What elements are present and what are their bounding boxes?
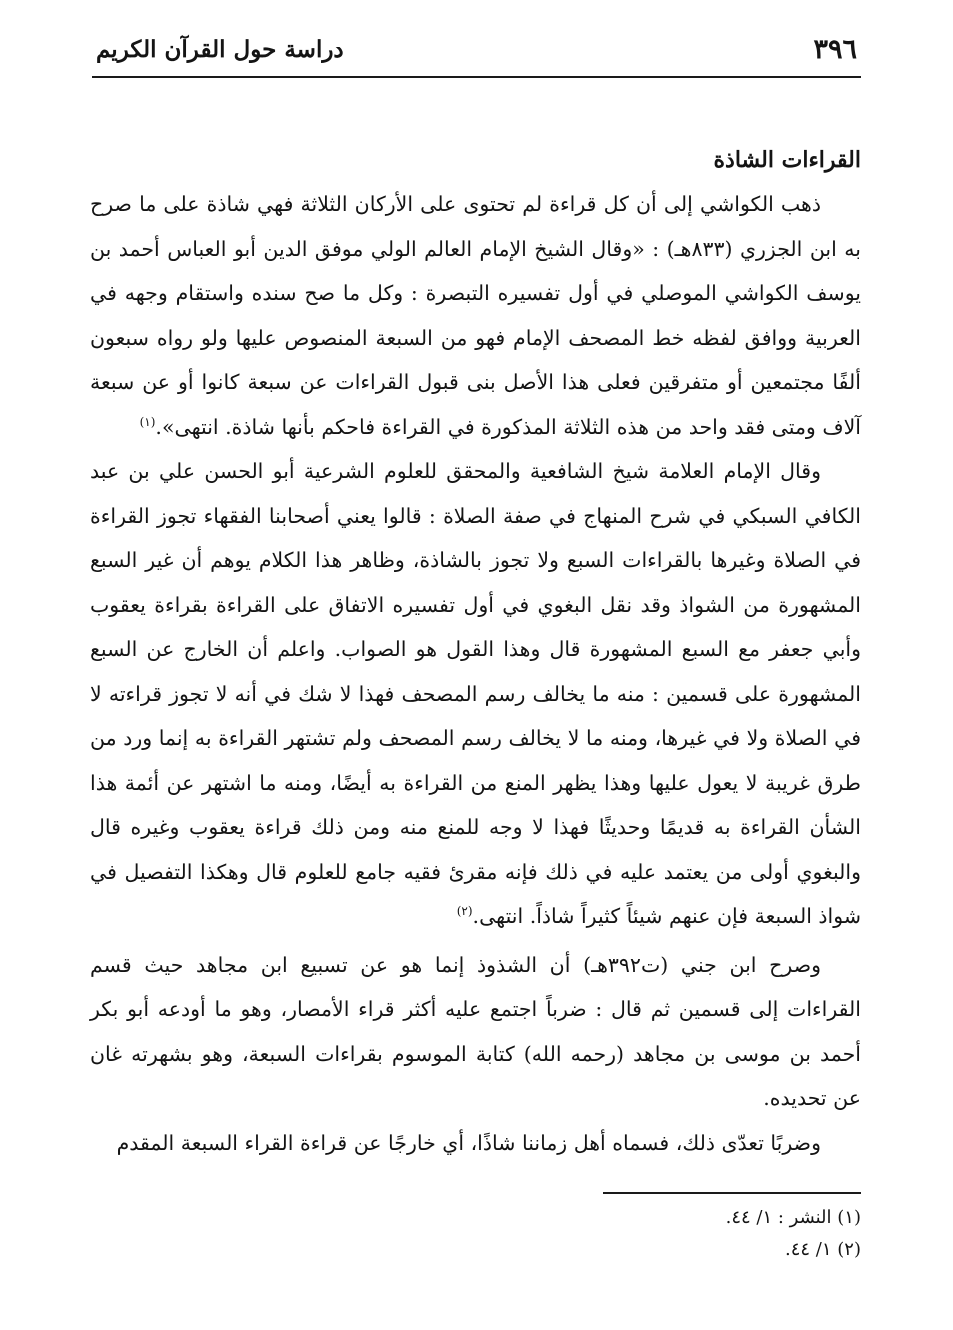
footnote-divider (603, 1192, 861, 1194)
section-heading: القراءات الشاذة (713, 147, 861, 173)
paragraph (90, 943, 861, 1121)
footnote-reference[interactable]: (١) (139, 414, 156, 429)
paragraph-text: وضربًا تعدّى ذلك، فسماه أهل زماننا شاذًا، أي خارجًا عن قراءة القراء السبعة المقدم (116, 1130, 821, 1155)
footnote-reference[interactable]: (٢) (456, 904, 473, 919)
footnotes-section (461, 1192, 861, 1266)
paragraph-text: وصرح ابن جني (ت٣٩٢هـ) أن الشذوذ إنما هو عن تسبيع ابن مجاهد حيث قسم القراءات إلى قسمين ثم قال : ضرباً اجتمع عليه أكثر قراء الأمصار، وهو ما أودعه أبو بكر أحمد بن موسى بن مجاهد (رحمه الله) كتابة الموسوم بقراءات السبعة، وهو بشهرته غان عن تحديده. (90, 952, 861, 1110)
main-content (90, 140, 861, 1165)
paragraph-text: وقال الإمام العلامة شيخ الشافعية والمحقق للعلوم الشرعية أبو الحسن علي بن عبد الكافي السبكي في شرح المنهاج في صفة الصلاة : قالوا يعني أصحابنا الفقهاء تجوز القراءة في الصلاة وغيرها بالقراءات السبع ولا تجوز بالشاذة، وظاهر هذا الكلام يوهم أن غير السبع المشهورة من الشواذ وقد نقل البغوي في أول تفسيره الاتفاق على القراءة بقراءة يعقوب وأبي جعفر مع السبع المشهورة قال وهذا القول هو الصواب. واعلم أن الخارج عن السبع المشهورة على قسمين : منه ما يخالف رسم المصحف فهذا لا شك في أنه لا تجوز قراءته لا في الصلاة ولا في غيرها، ومنه ما لا يخالف رسم المصحف ولم تشتهر القراءة به إنما ورد من طرق غريبة لا يعول عليها وهذا يظهر المنع من القراءة به أيضًا، ومنه ما اشتهر عن أئمة هذا الشأن القراءة به قديمًا وحديثًا فهذا لا وجه للمنع منه ومن ذلك قراءة يعقوب وغيره قال والبغوي أولى من يعتمد عليه في ذلك فإنه مقرئ فقيه جامع للعلوم قال وهكذا التفصيل في شواذ السبعة فإن عنهم شيئاً كثيراً شاذاً. انتهى. (90, 459, 861, 928)
paragraph (90, 182, 861, 449)
running-header (92, 32, 861, 78)
paragraph (90, 449, 861, 939)
book-title: دراسة حول القرآن الكريم (96, 36, 344, 63)
footnote: (١) النشر : ١/ ٤٤. (725, 1207, 861, 1228)
page-number: ٣٩٦ (813, 34, 857, 65)
paragraph-text: ذهب الكواشي إلى أن كل قراءة لم تحتوى على الأركان الثلاثة فهي شاذة على ما صرح به ابن الجزري (٨٣٣هـ) : «وقال الشيخ الإمام العالم الولي موفق الدين أبو العباس أحمد بن يوسف الكواشي الموصلي في أول تفسيره التبصرة : وكل ما صح سنده واستقام وجهه في العربية ووافق لفظه خط المصحف الإمام فهو من السبعة المنصوص عليها ولو رواه سبعون ألفًا مجتمعين أو متفرقين فعلى هذا الأصل بنى قبول القراءات عن سبعة كانوا أو عن سبعة آلاف ومتى فقد واحد من هذه الثلاثة المذكورة في القراءة فاحكم بأنها شاذة. انتهى». (90, 192, 861, 439)
paragraph (90, 1121, 861, 1166)
footnote: (٢) ١/ ٤٤. (785, 1239, 861, 1260)
